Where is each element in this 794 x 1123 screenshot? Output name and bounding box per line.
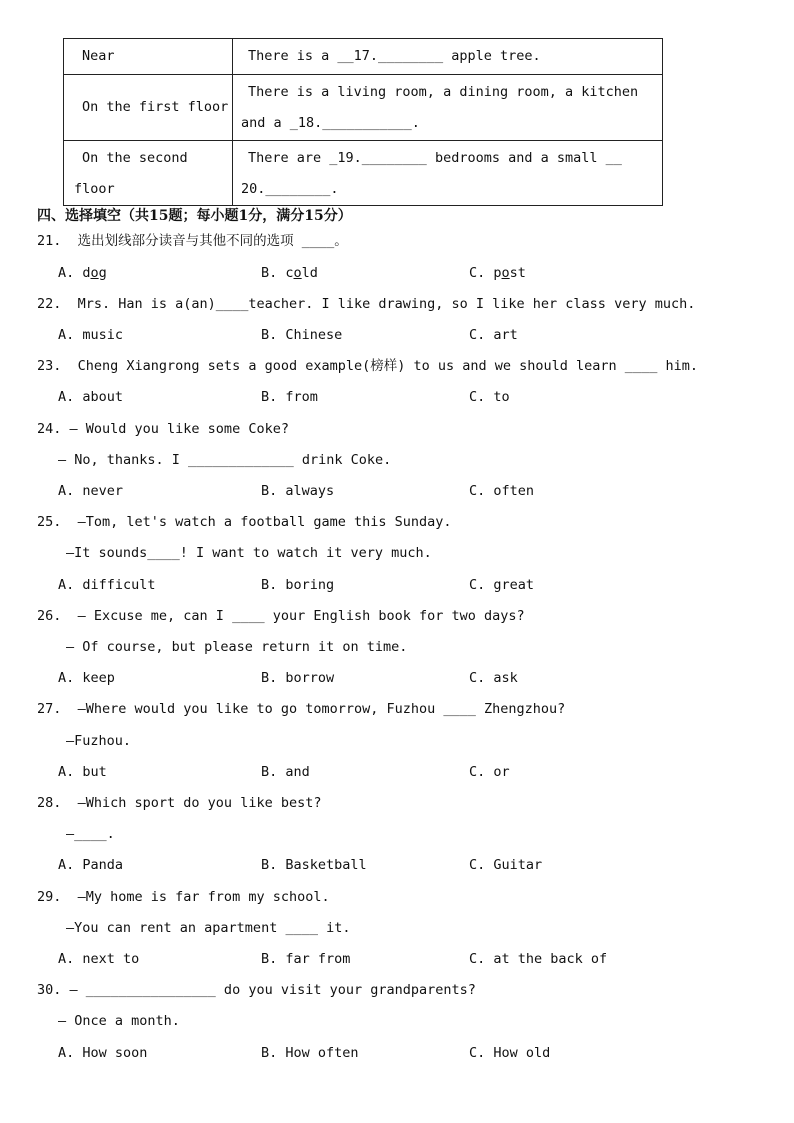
row-text-line1 — [233, 141, 662, 174]
row-label: On the first floor — [82, 99, 229, 115]
question-23-option-b: B. from — [261, 389, 318, 405]
question-28-option-b: B. Basketball — [261, 857, 367, 873]
question-30-stem: 30. — ________________ do you visit your grandparents? — [37, 982, 476, 998]
question-28-stem: 28. —Which sport do you like best? — [37, 795, 322, 811]
question-30-option-b: B. How often — [261, 1045, 359, 1061]
row-label-line1: On the second — [82, 150, 188, 166]
question-22-stem: 22. Mrs. Han is a(an)____teacher. I like drawing, so I like her class very much. — [37, 296, 696, 312]
question-28-option-c: C. Guitar — [469, 857, 543, 873]
question-22-option-b: B. Chinese — [261, 327, 343, 343]
question-27-stem-2: —Fuzhou. — [66, 733, 132, 749]
blank-19: _19.________ — [329, 150, 427, 166]
row-label-line2: floor — [74, 181, 115, 197]
question-29-option-c: C. at the back of — [469, 951, 608, 967]
question-27-option-a: A. but — [58, 764, 107, 780]
text-segment: and a — [241, 115, 290, 131]
question-25-option-b: B. boring — [261, 577, 335, 593]
row-text — [233, 39, 662, 74]
question-26-stem-2: — Of course, but please return it on time. — [66, 639, 408, 655]
text-segment: apple tree. — [443, 48, 541, 64]
question-26-option-a: A. keep — [58, 670, 115, 686]
question-24-stem-2: — No, thanks. I _____________ drink Coke. — [58, 452, 392, 468]
question-30-option-c: C. How old — [469, 1045, 551, 1061]
question-27-stem: 27. —Where would you like to go tomorrow, Fuzhou ____ Zhengzhou? — [37, 701, 566, 717]
question-30-stem-2: — Once a month. — [58, 1013, 180, 1029]
question-28-stem-2: —____. — [66, 826, 115, 842]
table-row — [64, 141, 663, 206]
text-segment: There is a — [248, 48, 338, 64]
text-segment: bedrooms and a small __ — [426, 150, 622, 166]
question-22-option-c: C. art — [469, 327, 518, 343]
question-25-option-a: A. difficult — [58, 577, 156, 593]
table-cell-label — [64, 141, 233, 206]
section-title: 四、选择填空（共15题；每小题1分，满分15分） — [37, 208, 352, 224]
question-23-stem: 23. Cheng Xiangrong sets a good example(榜样) to us and we should learn ____ him. — [37, 358, 698, 374]
question-25-stem: 25. —Tom, let's watch a football game this Sunday. — [37, 514, 452, 530]
table-cell-text — [233, 141, 663, 206]
question-24-option-c: C. often — [469, 483, 535, 499]
question-27-option-b: B. and — [261, 764, 310, 780]
question-23-option-c: C. to — [469, 389, 510, 405]
question-21-option-b: B. cold — [261, 265, 318, 281]
house-info-table — [63, 38, 663, 206]
question-29-stem: 29. —My home is far from my school. — [37, 889, 330, 905]
question-25-stem-2: —It sounds____! I want to watch it very much. — [66, 545, 432, 561]
question-26-stem: 26. — Excuse me, can I ____ your English book for two days? — [37, 608, 525, 624]
question-28-option-a: A. Panda — [58, 857, 124, 873]
question-24-stem: 24. — Would you like some Coke? — [37, 421, 289, 437]
row-text-line2 — [233, 108, 662, 139]
table-cell-label — [64, 75, 233, 141]
blank-17: __17.________ — [337, 48, 444, 64]
table-cell-text — [233, 39, 663, 75]
question-21-option-c: C. post — [469, 265, 526, 281]
question-22-option-a: A. music — [58, 327, 124, 343]
question-24-option-b: B. always — [261, 483, 335, 499]
text-segment: . — [411, 115, 420, 131]
table-row — [64, 75, 663, 141]
question-26-option-b: B. borrow — [261, 670, 335, 686]
text-segment: There are — [248, 150, 330, 166]
row-text-line1: There is a living room, a dining room, a kitchen — [248, 84, 639, 100]
blank-18: _18.___________ — [289, 115, 412, 131]
question-27-option-c: C. or — [469, 764, 510, 780]
question-23-option-a: A. about — [58, 389, 124, 405]
question-21-option-a: A. dog — [58, 265, 107, 281]
blank-20: 20.________ — [241, 181, 331, 197]
row-label: Near — [82, 48, 115, 64]
question-30-option-a: A. How soon — [58, 1045, 148, 1061]
text-segment: . — [330, 181, 339, 197]
question-25-option-c: C. great — [469, 577, 535, 593]
question-29-option-a: A. next to — [58, 951, 140, 967]
table-cell-label — [64, 39, 233, 75]
row-text-line2 — [233, 174, 662, 205]
question-26-option-c: C. ask — [469, 670, 518, 686]
question-29-stem-2: —You can rent an apartment ____ it. — [66, 920, 351, 936]
question-24-option-a: A. never — [58, 483, 124, 499]
question-29-option-b: B. far from — [261, 951, 351, 967]
table-row — [64, 39, 663, 75]
table-cell-text — [233, 75, 663, 141]
question-21-stem: 21. 选出划线部分读音与其他不同的选项 ____。 — [37, 233, 348, 249]
